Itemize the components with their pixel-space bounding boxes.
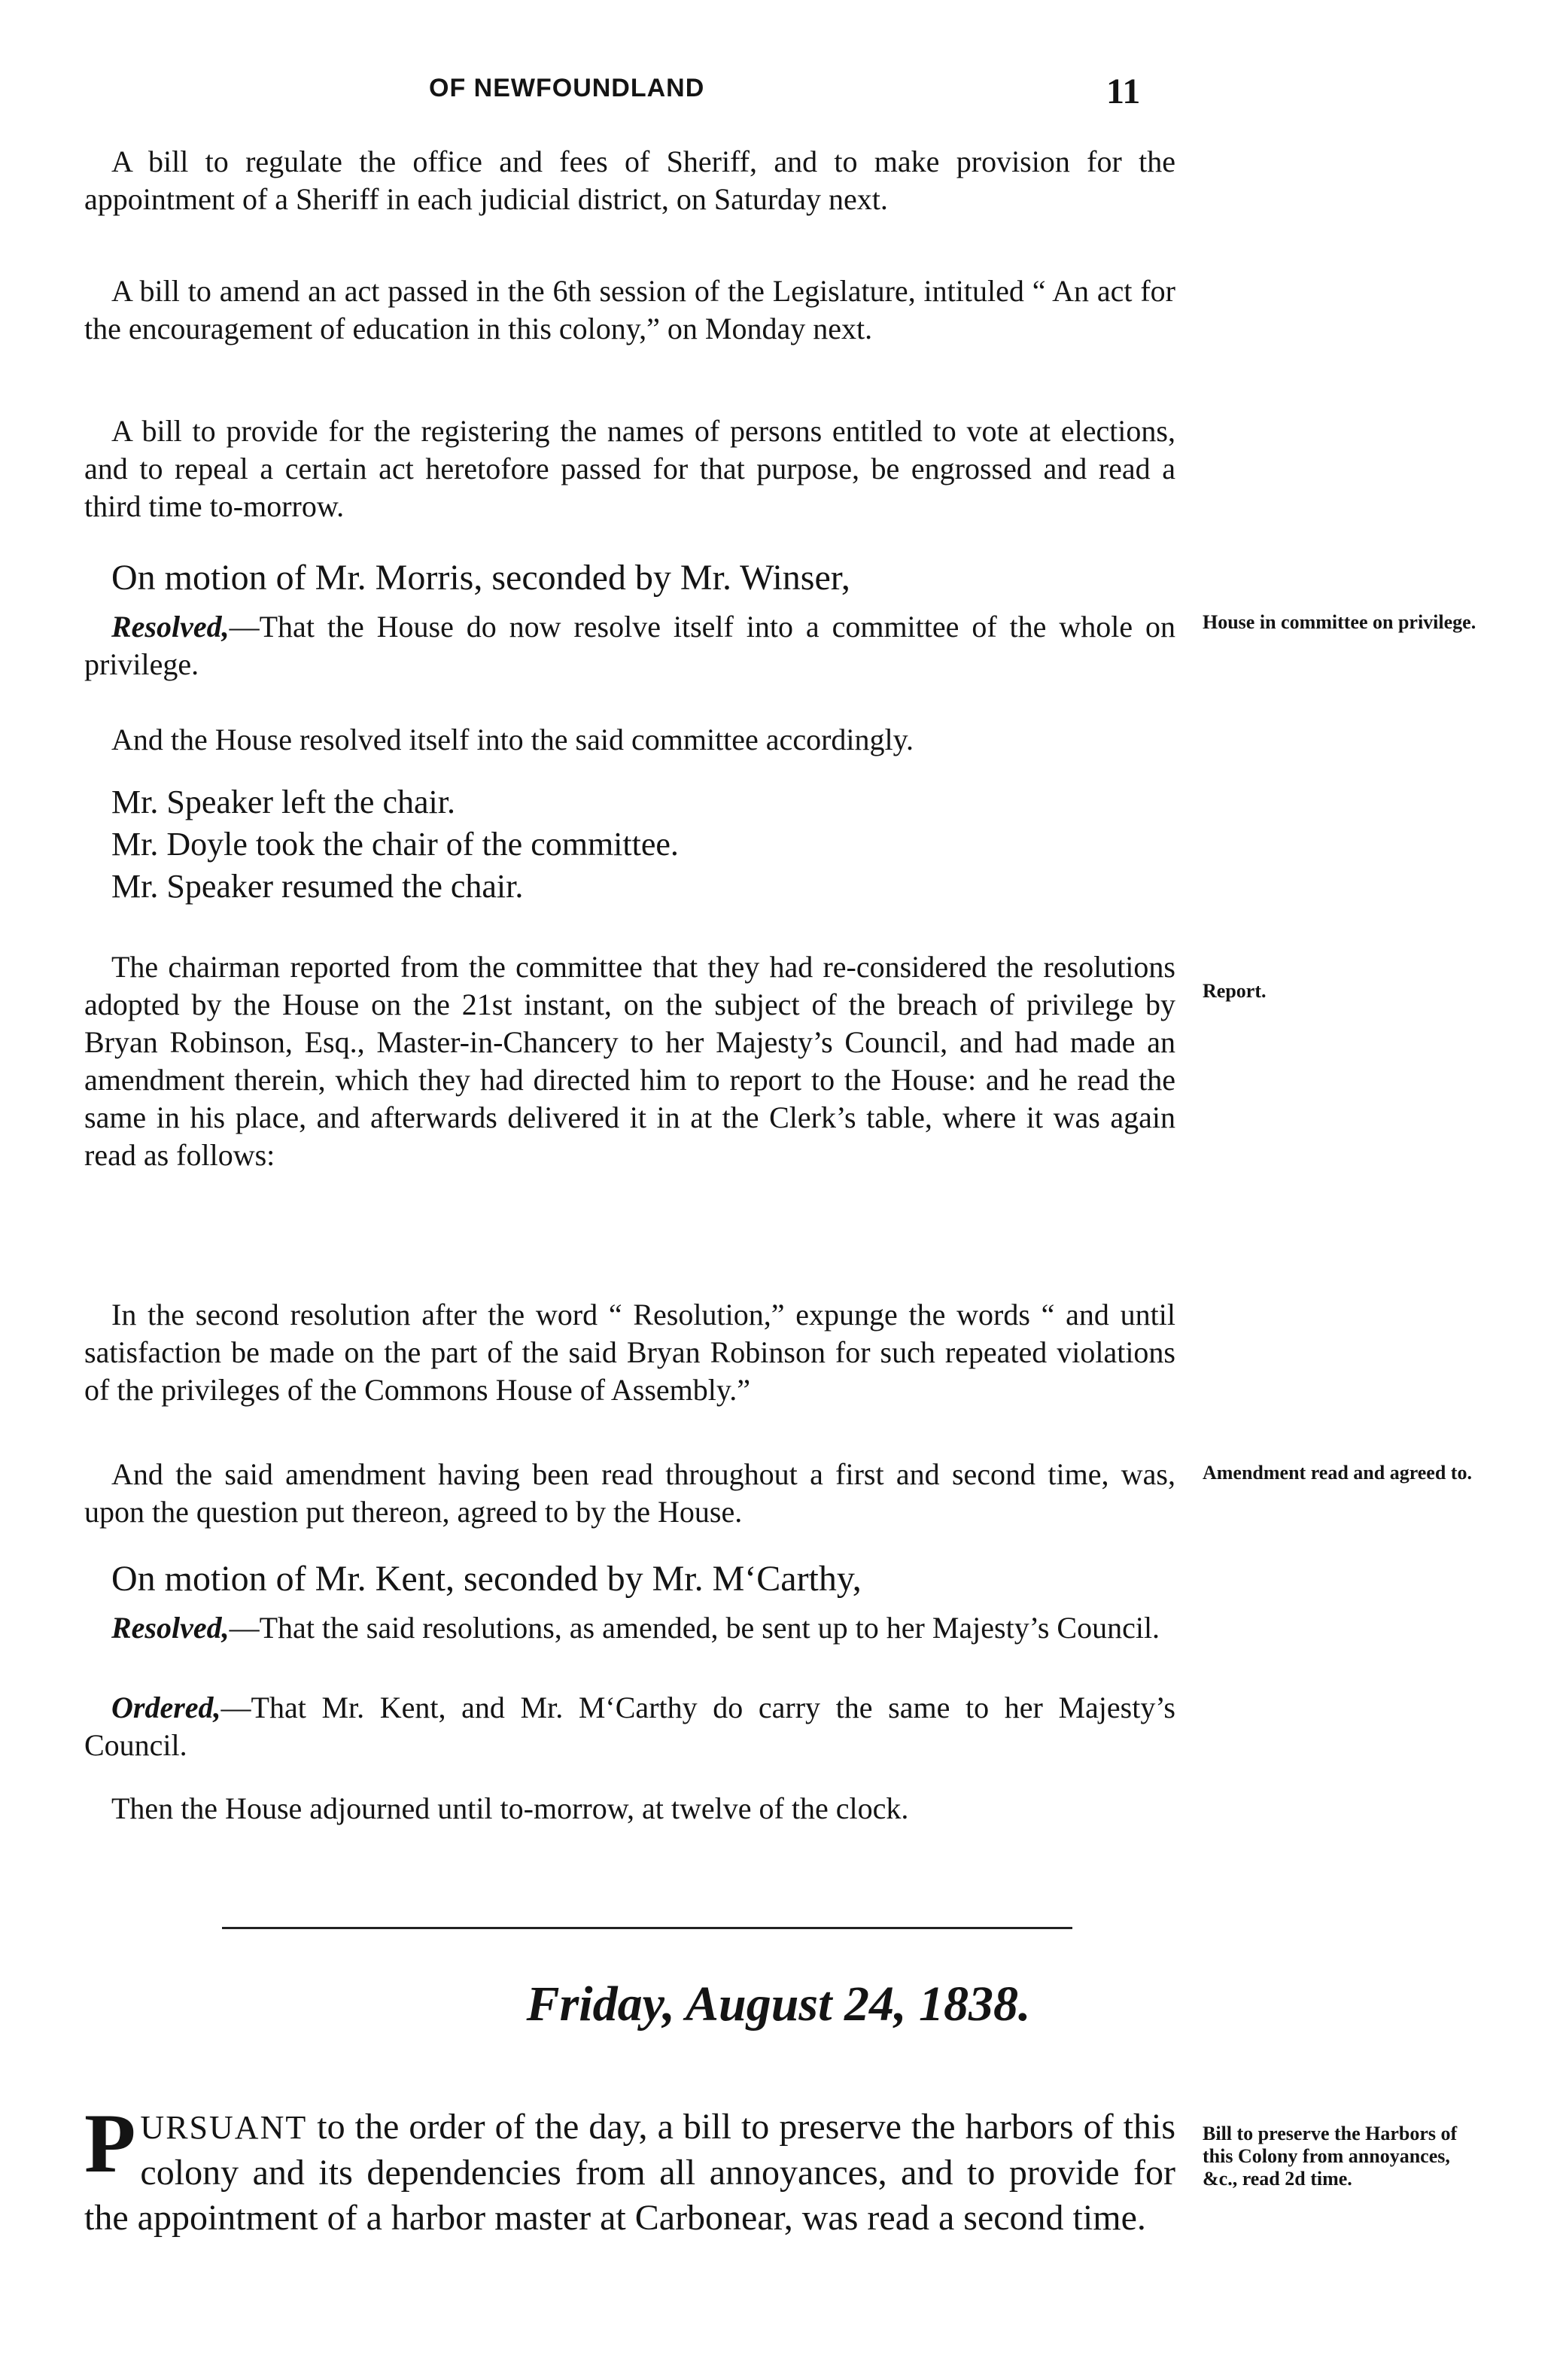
motion-text: On motion of Mr. Kent, seconded by Mr. M‘Carthy, [111,1559,862,1599]
paragraph-chairman-report [84,948,1175,1174]
paragraph-pursuant [84,2097,1175,2241]
ordered-label: Ordered, [111,1691,221,1724]
paragraph-second-resolution [84,1296,1175,1409]
resolution-committee [84,608,1175,683]
paragraph-registering-bill [84,412,1175,525]
paragraph-text: And the House resolved itself into the said committee accordingly. [111,723,914,756]
paragraph-education-bill [84,272,1175,348]
paragraph-text: Then the House adjourned until to-morrow, at twelve of the clock. [111,1791,909,1825]
margin-note-amendment: Amendment read and agreed to. [1203,1462,1472,1484]
margin-note-privilege: House in committee on privilege. [1203,611,1476,633]
resolved-label: Resolved, [111,1611,230,1645]
motion-kent [84,1557,1175,1602]
drop-cap: P [84,2097,136,2190]
speaker-resumed-line: Mr. Speaker resumed the chair. [111,868,524,905]
paragraph-text: And the said amendment having been read throughout a first and second time, was, upon the question put thereon, agreed to by the House. [84,1457,1175,1529]
paragraph-text: A bill to amend an act passed in the 6th session of the Legislature, intituled “ An act for the encouragement of education in this colony,” on Monday next. [84,274,1175,345]
resolved-text: —That the House do now resolve itself into a committee of the whole on privilege. [84,610,1175,681]
page-number: 11 [1106,72,1141,111]
ordered-text: —That Mr. Kent, and Mr. M‘Carthy do carry the same to her Majesty’s Council. [84,1691,1175,1762]
pursuant-text: to the order of the day, a bill to preserve the harbors of this colony and its dependencies from all annoyances, and to provide for the appointment of a harbor master at Carbonear, was read a second time. [84,2107,1175,2238]
paragraph-text: A bill to regulate the office and fees of Sheriff, and to make provision for the appointment of a Sheriff in each judicial district, on Saturday next. [84,145,1175,216]
paragraph-sheriff-bill [84,143,1175,218]
order-carry [84,1689,1175,1764]
running-title: OF NEWFOUNDLAND [429,74,705,102]
resolved-label: Resolved, [111,610,230,644]
paragraph-amendment-agreed [84,1456,1175,1531]
paragraph-text: In the second resolution after the word “ Resolution,” expunge the words “ and until satisfaction be made on the part of the said Bryan Robinson for such repeated violations of the privileges of the Commons House of Assembly.” [84,1298,1175,1407]
speaker-left-line: Mr. Speaker left the chair. [111,784,455,820]
resolved-text: —That the said resolutions, as amended, be sent up to her Majesty’s Council. [229,1611,1160,1645]
paragraph-adjourned [84,1790,1175,1828]
paragraph-text: A bill to provide for the registering the names of persons entitled to vote at elections, and to repeal a certain act heretofore passed for that purpose, be engrossed and read a third time to-morrow. [84,414,1175,523]
motion-morris [84,555,1175,601]
paragraph-text: The chairman reported from the committee that they had re-considered the resolutions adopted by the House on the 21st instant, on the subject of the breach of privilege by Bryan Robinson, Esq., Master-in-Chancery to her Majesty’s Council, and had made an amendment therein, which they had directed him to report to the House: and he read the same in his place, and afterwards delivered it in at the Clerk’s table, where it was again read as follows: [84,950,1175,1172]
motion-text: On motion of Mr. Morris, seconded by Mr. Winser, [111,558,850,598]
paragraph-resolved-committee [84,721,1175,759]
section-divider [222,1927,1072,1929]
margin-note-report: Report. [1203,980,1267,1002]
pursuant-caps: URSUANT [140,2109,308,2146]
page-header [0,74,1557,119]
chair-changes [84,781,1175,908]
margin-note-harbors: Bill to preserve the Harbors of this Colony from annoyances, &c., read 2d time. [1203,2123,1458,2190]
date-heading: Friday, August 24, 1838. [526,1977,1031,2032]
resolution-sent-up [84,1609,1175,1647]
doyle-chair-line: Mr. Doyle took the chair of the committee. [111,826,679,863]
